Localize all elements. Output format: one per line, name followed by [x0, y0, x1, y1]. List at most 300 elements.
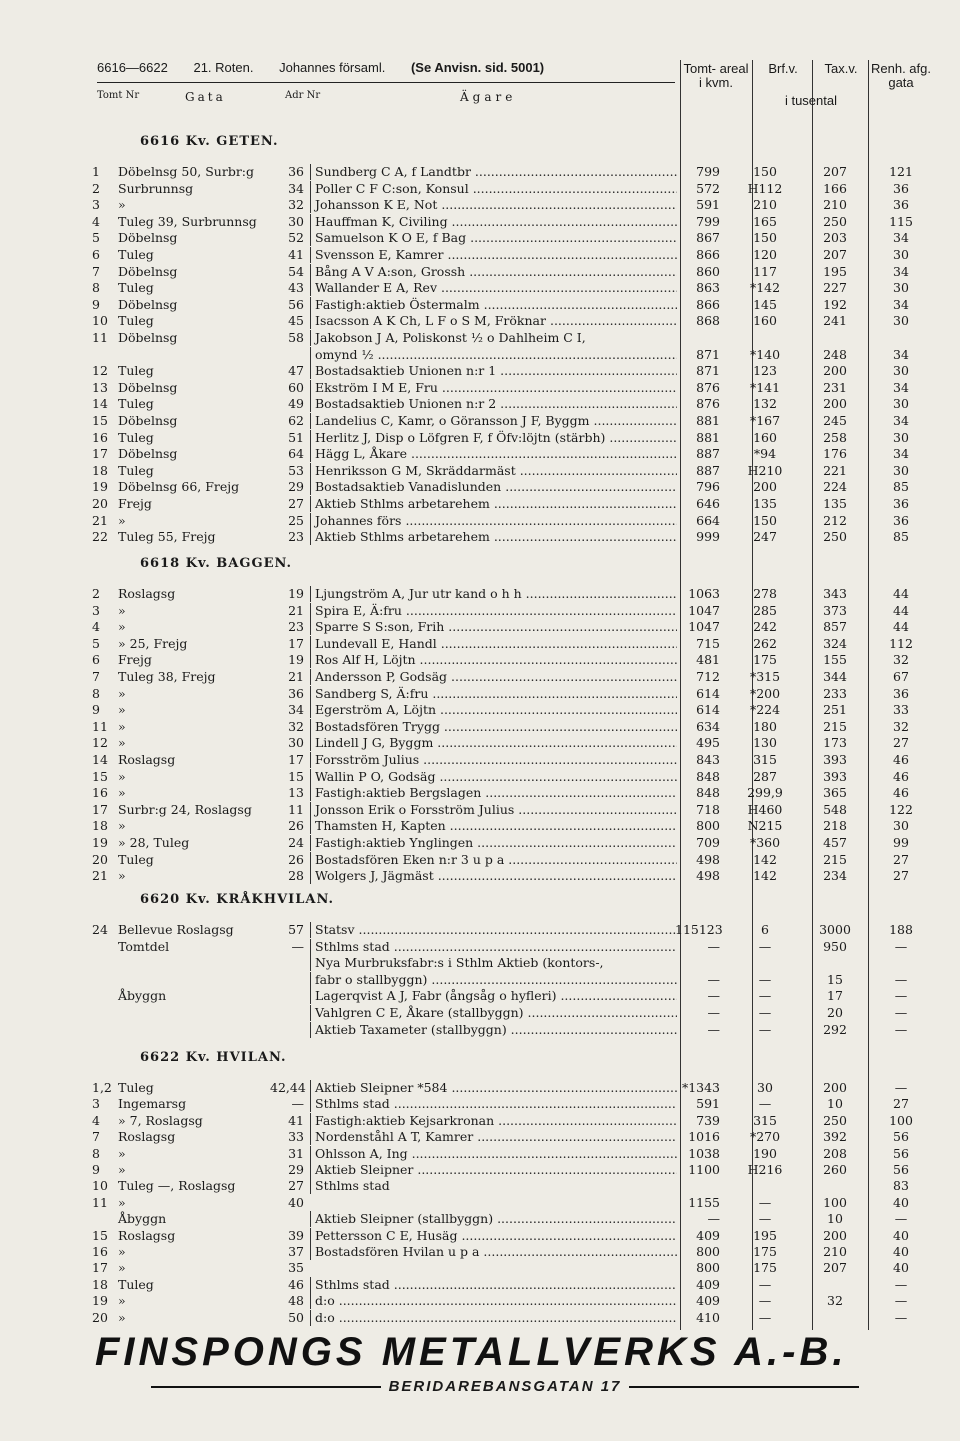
gata: »	[118, 1145, 126, 1161]
renh-value: 44	[893, 586, 909, 601]
tomtareal: *1343	[681, 1080, 720, 1095]
tomt-nr: 17	[92, 446, 108, 462]
tomtareal: 1047	[688, 619, 720, 635]
adr-nr: 32	[288, 718, 304, 734]
tomt-nr: 16	[92, 429, 108, 445]
gata: Döbelnsg	[118, 379, 178, 395]
brf-value: 180	[753, 718, 777, 734]
adr-nr: 27	[288, 496, 304, 511]
gata: Åbyggn	[118, 988, 167, 1004]
owner: Bostadsaktieb Unionen n:r 2 .....	[310, 396, 677, 412]
gata: Tomtdel	[118, 938, 170, 954]
brf-value: H460	[747, 801, 783, 817]
brf-value: 150	[753, 230, 777, 246]
tax-value: 10	[827, 1096, 843, 1112]
renh-value: —	[894, 988, 908, 1004]
renh-value: 46	[893, 752, 909, 767]
brf-value: 120	[753, 247, 777, 262]
owner: Ljungström A, Jur utr kand o h h .....	[310, 586, 677, 602]
owner: Bostadsaktieb Vanadislunden .....	[310, 479, 677, 495]
owner: Statsv .....	[310, 922, 677, 938]
renh-value: 27	[893, 1096, 909, 1112]
gata: Tuleg	[118, 462, 154, 478]
tax-value: 234	[823, 868, 847, 884]
owner: Aktieb Sleipner (stallbyggn) .....	[310, 1211, 677, 1227]
brf-value: *167	[749, 413, 781, 428]
owner: Johannes förs .....	[310, 513, 677, 529]
gata: »	[118, 1260, 126, 1276]
adr-nr: 17	[288, 752, 304, 767]
gata: Tuleg	[118, 1080, 154, 1095]
brf-value: *360	[749, 835, 781, 850]
table-row	[0, 802, 960, 818]
adr-nr: 39	[288, 1227, 304, 1243]
brf-value: 315	[753, 752, 777, 767]
owner: Egerström A, Löjtn .....	[310, 702, 677, 718]
table-row	[0, 1277, 960, 1293]
renh-value: 30	[893, 280, 909, 296]
gata: Bellevue Roslagsg	[118, 922, 234, 937]
owner: Hägg L, Åkare .....	[310, 446, 677, 462]
tax-value: 155	[823, 652, 847, 668]
tax-value: 166	[823, 180, 847, 196]
page-range: 6616—6622	[97, 60, 168, 75]
tomt-nr: 15	[92, 413, 108, 428]
tomtareal: 876	[696, 396, 720, 412]
table-row	[0, 347, 960, 363]
tax-value: 245	[823, 413, 847, 428]
tax-value: 215	[823, 718, 847, 734]
owner: Vahlgren C E, Åkare (stallbyggn) .....	[310, 1005, 677, 1021]
table-row	[0, 1228, 960, 1244]
brf-value: —	[758, 1005, 772, 1020]
gata: »	[118, 785, 126, 801]
tomtareal: 881	[696, 413, 720, 428]
tomt-nr: 14	[92, 752, 108, 767]
owner: Ekström I M E, Fru .....	[310, 380, 677, 396]
gata: »	[118, 1194, 126, 1210]
adr-nr: 37	[288, 1244, 304, 1259]
gata: Åbyggn	[118, 1211, 167, 1227]
brf-value: 150	[753, 512, 777, 528]
tomtareal: 498	[696, 868, 720, 884]
brf-value: 145	[753, 296, 777, 312]
renh-value: 44	[893, 602, 909, 618]
renh-value: 40	[893, 1260, 909, 1276]
adr-nr: 50	[288, 1309, 304, 1325]
brf-value: H112	[747, 180, 783, 196]
brf-value: —	[758, 938, 772, 954]
renh-value: 40	[893, 1244, 909, 1259]
tomt-nr: 8	[92, 1145, 100, 1161]
brf-value: *200	[749, 685, 781, 701]
table-row	[0, 868, 960, 884]
tomtareal: 498	[696, 851, 720, 867]
owner: d:o .....	[310, 1310, 677, 1326]
gata: » 28, Tuleg	[118, 835, 190, 850]
table-row	[0, 1096, 960, 1112]
tax-value: 207	[823, 247, 847, 262]
renh-value: 30	[893, 363, 909, 379]
gata: Döbelnsg	[118, 446, 178, 462]
table-row	[0, 735, 960, 751]
tomtareal: 409	[696, 1276, 720, 1292]
tax-value: 210	[823, 1244, 847, 1259]
section-baggen-title: 6618 Kv. BAGGEN.	[140, 556, 293, 571]
owner: Sthlms stad .....	[310, 1096, 677, 1112]
adr-nr: 36	[288, 164, 304, 179]
header-line	[97, 60, 566, 75]
renh-value: —	[894, 938, 908, 954]
tax-value: 248	[823, 346, 847, 362]
adr-nr: 13	[288, 785, 304, 801]
adr-nr: 23	[288, 619, 304, 635]
tax-value: 207	[823, 1260, 847, 1276]
renh-value: 112	[889, 635, 913, 651]
renh-value: 40	[893, 1227, 909, 1243]
adr-nr: 29	[288, 1162, 304, 1177]
table-row	[0, 785, 960, 801]
owner: Samuelson K O E, f Bag .....	[310, 230, 677, 246]
gata: Frejg	[118, 652, 152, 668]
brf-value: 315	[753, 1112, 777, 1128]
table-row	[0, 496, 960, 512]
table-row	[0, 852, 960, 868]
owner: Wallin P O, Godsäg .....	[310, 769, 677, 785]
adr-nr: 26	[288, 851, 304, 867]
tomt-nr: 16	[92, 785, 108, 801]
tax-value: 857	[823, 619, 847, 635]
tomtareal: 718	[696, 801, 720, 817]
tomt-nr: 9	[92, 296, 100, 312]
gata: Tuleg	[118, 396, 154, 412]
tomtareal: 887	[696, 462, 720, 478]
tomtareal: 796	[696, 479, 720, 495]
adr-nr: 34	[288, 702, 304, 718]
advert-rule-right	[629, 1386, 859, 1388]
tomtareal: 715	[696, 635, 720, 651]
tomtareal: 572	[696, 180, 720, 196]
tomt-nr: 21	[92, 512, 108, 528]
table-row	[0, 1310, 960, 1326]
tomtareal: 871	[696, 363, 720, 379]
adr-nr: 25	[288, 512, 304, 528]
brf-value: 175	[753, 1260, 777, 1276]
table-row	[0, 513, 960, 529]
table-row	[0, 363, 960, 379]
table-row	[0, 686, 960, 702]
gata: Döbelnsg 50, Surbr:g	[118, 164, 255, 179]
renh-value: 83	[893, 1178, 909, 1194]
adr-nr: 47	[288, 363, 304, 379]
renh-value: 30	[893, 429, 909, 445]
tomt-nr: 2	[92, 586, 100, 601]
tomtareal: 1063	[688, 586, 720, 601]
gata: Döbelnsg	[118, 263, 178, 279]
gata: Surbrunnsg	[118, 180, 194, 196]
tax-value: 231	[823, 379, 847, 395]
renh-value: 122	[889, 801, 913, 817]
tomt-nr: 13	[92, 379, 108, 395]
adr-nr: 54	[288, 263, 304, 279]
table-row	[0, 1244, 960, 1260]
tax-value: 221	[823, 462, 847, 478]
renh-value: —	[894, 971, 908, 987]
adr-nr: 41	[288, 247, 304, 262]
table-row	[0, 988, 960, 1004]
tomtareal: 115123	[675, 922, 723, 937]
tomt-nr: 4	[92, 1112, 100, 1128]
table-row	[0, 1080, 960, 1096]
gata: » 25, Frejg	[118, 635, 188, 651]
brf-value: —	[758, 1021, 772, 1037]
brf-value: *141	[749, 379, 781, 395]
table-row	[0, 955, 960, 971]
owner: fabr o stallbyggn) .....	[310, 972, 677, 988]
renh-value: —	[894, 1021, 908, 1037]
owner: Svensson E, Kamrer .....	[310, 247, 677, 263]
adr-nr: 58	[288, 330, 304, 345]
gata: Tuleg 55, Frejg	[118, 529, 216, 545]
brf-value: 175	[753, 1244, 777, 1259]
tax-value: 3000	[819, 922, 851, 937]
adr-nr: 19	[288, 652, 304, 668]
owner: Sparre S S:son, Frih .....	[310, 619, 677, 635]
table-row	[0, 430, 960, 446]
owner: Henriksson G M, Skräddarmäst .....	[310, 463, 677, 479]
tomtareal: 866	[696, 296, 720, 312]
anvisn-label: (Se Anvisn. sid. 5001)	[410, 60, 545, 75]
tomt-nr: 14	[92, 396, 108, 412]
tax-value: 343	[823, 586, 847, 601]
owner: Fastigh:aktieb Kejsarkronan .....	[310, 1113, 677, 1129]
tax-value: 251	[823, 702, 847, 718]
adr-nr: 23	[288, 529, 304, 545]
tomt-nr: 5	[92, 635, 100, 651]
col-i-tusental: i tusental	[784, 93, 838, 108]
tomt-nr: 6	[92, 652, 100, 668]
gata: Frejg	[118, 496, 152, 511]
renh-value: 36	[893, 685, 909, 701]
adr-nr: 52	[288, 230, 304, 246]
table-row	[0, 1022, 960, 1038]
renh-value: 56	[893, 1129, 909, 1145]
brf-value: 262	[753, 635, 777, 651]
tomtareal: 481	[696, 652, 720, 668]
tax-value: 250	[823, 529, 847, 545]
tomtareal: 999	[696, 529, 720, 545]
tomt-nr: 12	[92, 735, 108, 751]
tomt-nr: 22	[92, 529, 108, 545]
brf-value: *315	[749, 669, 781, 684]
table-row	[0, 1146, 960, 1162]
owner: Bostadsfören Trygg .....	[310, 719, 677, 735]
advert-rule-left	[151, 1386, 381, 1388]
brf-value: 287	[753, 768, 777, 784]
tax-value: 373	[823, 602, 847, 618]
tax-value: 241	[823, 313, 847, 329]
advert-address-line	[95, 1378, 915, 1395]
tomt-nr: 7	[92, 669, 100, 684]
adr-nr: 64	[288, 446, 304, 462]
adr-nr: 29	[288, 479, 304, 495]
adr-nr: 62	[288, 413, 304, 428]
section-geten-title: 6616 Kv. GETEN.	[140, 134, 279, 149]
tomt-nr: 21	[92, 868, 108, 884]
tax-value: 250	[823, 213, 847, 229]
owner: Aktieb Sthlms arbetarehem .....	[310, 529, 677, 545]
tomtareal: 634	[696, 718, 720, 734]
table-row	[0, 463, 960, 479]
adr-nr: 30	[288, 735, 304, 751]
tomt-nr: 11	[92, 330, 108, 345]
renh-value: 36	[893, 197, 909, 213]
brf-value: 117	[753, 263, 777, 279]
tomt-nr: 18	[92, 1276, 108, 1292]
tomt-nr: 12	[92, 363, 108, 379]
table-row	[0, 1113, 960, 1129]
owner: Fastigh:aktieb Ynglingen .....	[310, 835, 677, 851]
owner: Wallander E A, Rev .....	[310, 280, 677, 296]
gata: Tuleg	[118, 851, 154, 867]
tomtareal: 799	[696, 164, 720, 179]
brf-value: 285	[753, 602, 777, 618]
brf-value: 130	[753, 735, 777, 751]
tomt-nr: 20	[92, 496, 108, 511]
renh-value: 100	[889, 1112, 913, 1128]
tax-value: 207	[823, 164, 847, 179]
tomtareal: 848	[696, 768, 720, 784]
brf-value: —	[758, 1293, 772, 1309]
renh-value: 67	[893, 669, 909, 684]
gata: Tuleg	[118, 429, 154, 445]
adr-nr: 43	[288, 280, 304, 296]
table-row	[0, 313, 960, 329]
brf-value: 299,9	[747, 785, 783, 801]
owner: Pettersson C E, Husäg .....	[310, 1228, 677, 1244]
tomt-nr: 20	[92, 1309, 108, 1325]
table-row	[0, 835, 960, 851]
tax-value: 393	[823, 752, 847, 767]
table-row	[0, 1195, 960, 1211]
renh-value: 44	[893, 619, 909, 635]
owner: Wolgers J, Jägmäst .....	[310, 868, 677, 884]
adr-nr: 24	[288, 835, 304, 850]
gata: Tuleg	[118, 363, 154, 379]
brf-value: —	[758, 1276, 772, 1292]
adr-nr: 53	[288, 462, 304, 478]
tomtareal: 800	[696, 1244, 720, 1259]
renh-value: 33	[893, 702, 909, 718]
gata: »	[118, 1293, 126, 1309]
tomt-nr: 24	[92, 922, 108, 937]
owner: Poller C F C:son, Konsul .....	[310, 181, 677, 197]
gata: »	[118, 868, 126, 884]
adr-nr: —	[291, 1096, 304, 1112]
tomtareal: 881	[696, 429, 720, 445]
gata: Tuleg	[118, 313, 154, 329]
brf-value: 210	[753, 197, 777, 213]
adr-nr: 21	[288, 602, 304, 618]
col-tomtareal: Tomt- areal i kvm.	[683, 61, 749, 90]
brf-value: 135	[753, 496, 777, 511]
adr-nr: 31	[288, 1145, 304, 1161]
table-row	[0, 669, 960, 685]
tax-value: 15	[827, 971, 843, 987]
table-row	[0, 1293, 960, 1309]
adr-nr: 30	[288, 213, 304, 229]
renh-value: 30	[893, 313, 909, 329]
brf-value: —	[758, 988, 772, 1004]
tomt-nr: 11	[92, 1194, 108, 1210]
owner: Aktieb Sleipner .....	[310, 1162, 677, 1178]
owner: Sandberg S, Ä:fru .....	[310, 686, 677, 702]
table-row	[0, 1162, 960, 1178]
tax-value: 224	[823, 479, 847, 495]
tomtareal: 876	[696, 379, 720, 395]
tomt-nr: 6	[92, 247, 100, 262]
owner: Nordenståhl A T, Kamrer .....	[310, 1129, 677, 1145]
tax-value: 200	[823, 1227, 847, 1243]
tax-value: 203	[823, 230, 847, 246]
tomtareal: 1100	[688, 1162, 720, 1177]
table-row	[0, 280, 960, 296]
table-row	[0, 752, 960, 768]
adr-nr: 56	[288, 296, 304, 312]
tomt-nr: 17	[92, 1260, 108, 1276]
tomtareal: 664	[696, 512, 720, 528]
brf-value: —	[758, 1096, 772, 1112]
adr-nr: 32	[288, 197, 304, 213]
tax-value: 10	[827, 1211, 843, 1227]
roten-label: 21. Roten.	[193, 60, 254, 75]
tax-value: 192	[823, 296, 847, 312]
col-adr-nr: Adr Nr	[285, 90, 321, 101]
gata: Surbr:g 24, Roslagsg	[118, 801, 252, 817]
gata: Döbelnsg	[118, 296, 178, 312]
tomt-nr: 4	[92, 213, 100, 229]
gata: Tuleg	[118, 247, 154, 262]
tax-value: 260	[823, 1162, 847, 1177]
tomtareal: 409	[696, 1227, 720, 1243]
tomt-nr: 17	[92, 801, 108, 817]
page-header	[97, 60, 675, 108]
tomt-nr: 2	[92, 180, 100, 196]
renh-value: 34	[893, 263, 909, 279]
gata: »	[118, 1162, 126, 1177]
adr-nr: 40	[288, 1194, 304, 1210]
gata: Döbelnsg	[118, 230, 178, 246]
brf-value: *140	[749, 346, 781, 362]
brf-value: 278	[753, 586, 777, 601]
renh-value: 34	[893, 230, 909, 246]
tomtareal: 1047	[688, 602, 720, 618]
gata: »	[118, 685, 126, 701]
owner: Landelius C, Kamr, o Göransson J F, Byggm .....	[310, 413, 677, 429]
adr-nr: 45	[288, 313, 304, 329]
table-row	[0, 1260, 960, 1276]
brf-value: *270	[749, 1129, 781, 1145]
tax-value: 250	[823, 1112, 847, 1128]
brf-value: 160	[753, 313, 777, 329]
tomt-nr: 9	[92, 1162, 100, 1177]
gata: Roslagsg	[118, 1227, 176, 1243]
tomtareal: 800	[696, 1260, 720, 1276]
tomt-nr: 4	[92, 619, 100, 635]
tomtareal: —	[707, 1021, 720, 1037]
owner: Fastigh:aktieb Östermalm .....	[310, 297, 677, 313]
gata: Döbelnsg 66, Frejg	[118, 479, 240, 495]
